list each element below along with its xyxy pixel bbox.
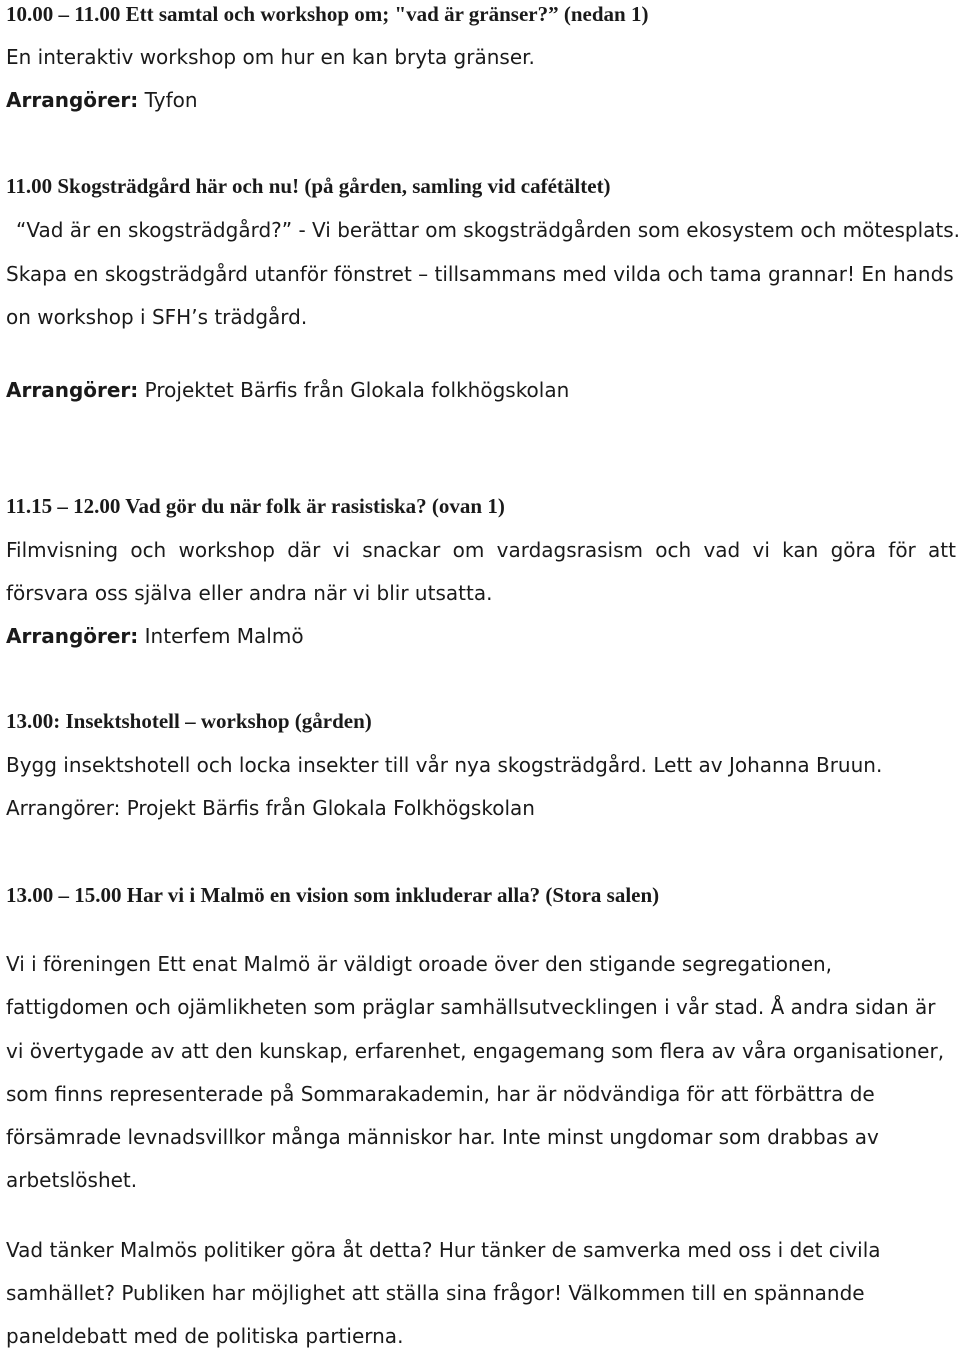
- vision-paragraph-1-line: fattigdomen och ojämlikheten som präglar samhällsutvecklingen i vår stad. Å andra sidan är: [6, 995, 936, 1019]
- vision-paragraph-2-line: paneldebatt med de politiska partierna.: [6, 1324, 404, 1348]
- vision-paragraph-1-line: som finns representerade på Sommarakademin, har är nödvändiga för att förbättra de: [6, 1082, 875, 1106]
- event-organizer-rasistiska: [6, 622, 304, 650]
- event-text-rasistiska-2: försvara oss själva eller andra när vi blir utsatta.: [6, 581, 493, 605]
- vision-paragraph-2-line: Vad tänker Malmös politiker göra åt detta? Hur tänker de samverka med oss i det civila: [6, 1238, 881, 1262]
- organizer-label: Arrangörer:: [6, 88, 139, 112]
- event-text-rasistiska-1: Filmvisning och workshop där vi snackar om vardagsrasism och vad vi kan göra för att: [6, 538, 956, 562]
- event-heading-skogstradgard: 11.00 Skogsträdgård här och nu! (på gården, samling vid cafétältet): [6, 174, 611, 198]
- vision-paragraph-2-line: samhället? Publiken har möjlighet att ställa sina frågor! Välkommen till en spännande: [6, 1281, 865, 1305]
- organizer-name: Tyfon: [138, 88, 198, 112]
- organizer-label: Arrangörer:: [6, 624, 139, 648]
- event-text-skogstradgard-1: “Vad är en skogsträdgård?” - Vi berättar om skogsträdgården som ekosystem och mötesplats.: [16, 218, 960, 242]
- event-text-skogstradgard-3: on workshop i SFH’s trädgård.: [6, 305, 308, 329]
- organizer-name: Projektet Bärfis från Glokala folkhögskolan: [138, 378, 570, 402]
- event-organizer-skogstradgard: [6, 376, 569, 404]
- vision-paragraph-1-line: Vi i föreningen Ett enat Malmö är väldigt oroade över den stigande segregationen,: [6, 952, 833, 976]
- organizer-label: Arrangörer:: [6, 378, 139, 402]
- event-heading-rasistiska: 11.15 – 12.00 Vad gör du när folk är rasistiska? (ovan 1): [6, 494, 505, 518]
- event-description-granser: En interaktiv workshop om hur en kan bryta gränser.: [6, 45, 535, 69]
- event-heading-insektshotell: 13.00: Insektshotell – workshop (gården): [6, 709, 372, 733]
- vision-paragraph-1-line: arbetslöshet.: [6, 1168, 138, 1192]
- event-organizer-insektshotell: Arrangörer: Projekt Bärfis från Glokala Folkhögskolan: [6, 796, 535, 820]
- vision-paragraph-1-line: vi övertygade av att den kunskap, erfarenhet, engagemang som flera av våra organisationer,: [6, 1039, 945, 1063]
- event-heading-granser: 10.00 – 11.00 Ett samtal och workshop om; "vad är gränser?” (nedan 1): [6, 2, 649, 26]
- event-text-insektshotell-1: Bygg insektshotell och locka insekter till vår nya skogsträdgård. Lett av Johanna Bruun.: [6, 753, 883, 777]
- event-text-skogstradgard-2: Skapa en skogsträdgård utanför fönstret – tillsammans med vilda och tama grannar! En hands: [6, 262, 954, 286]
- vision-paragraph-1-line: försämrade levnadsvillkor många människor har. Inte minst ungdomar som drabbas av: [6, 1125, 879, 1149]
- event-heading-vision: 13.00 – 15.00 Har vi i Malmö en vision som inkluderar alla? (Stora salen): [6, 883, 660, 907]
- event-organizer-granser: [6, 86, 198, 114]
- organizer-name: Interfem Malmö: [138, 624, 304, 648]
